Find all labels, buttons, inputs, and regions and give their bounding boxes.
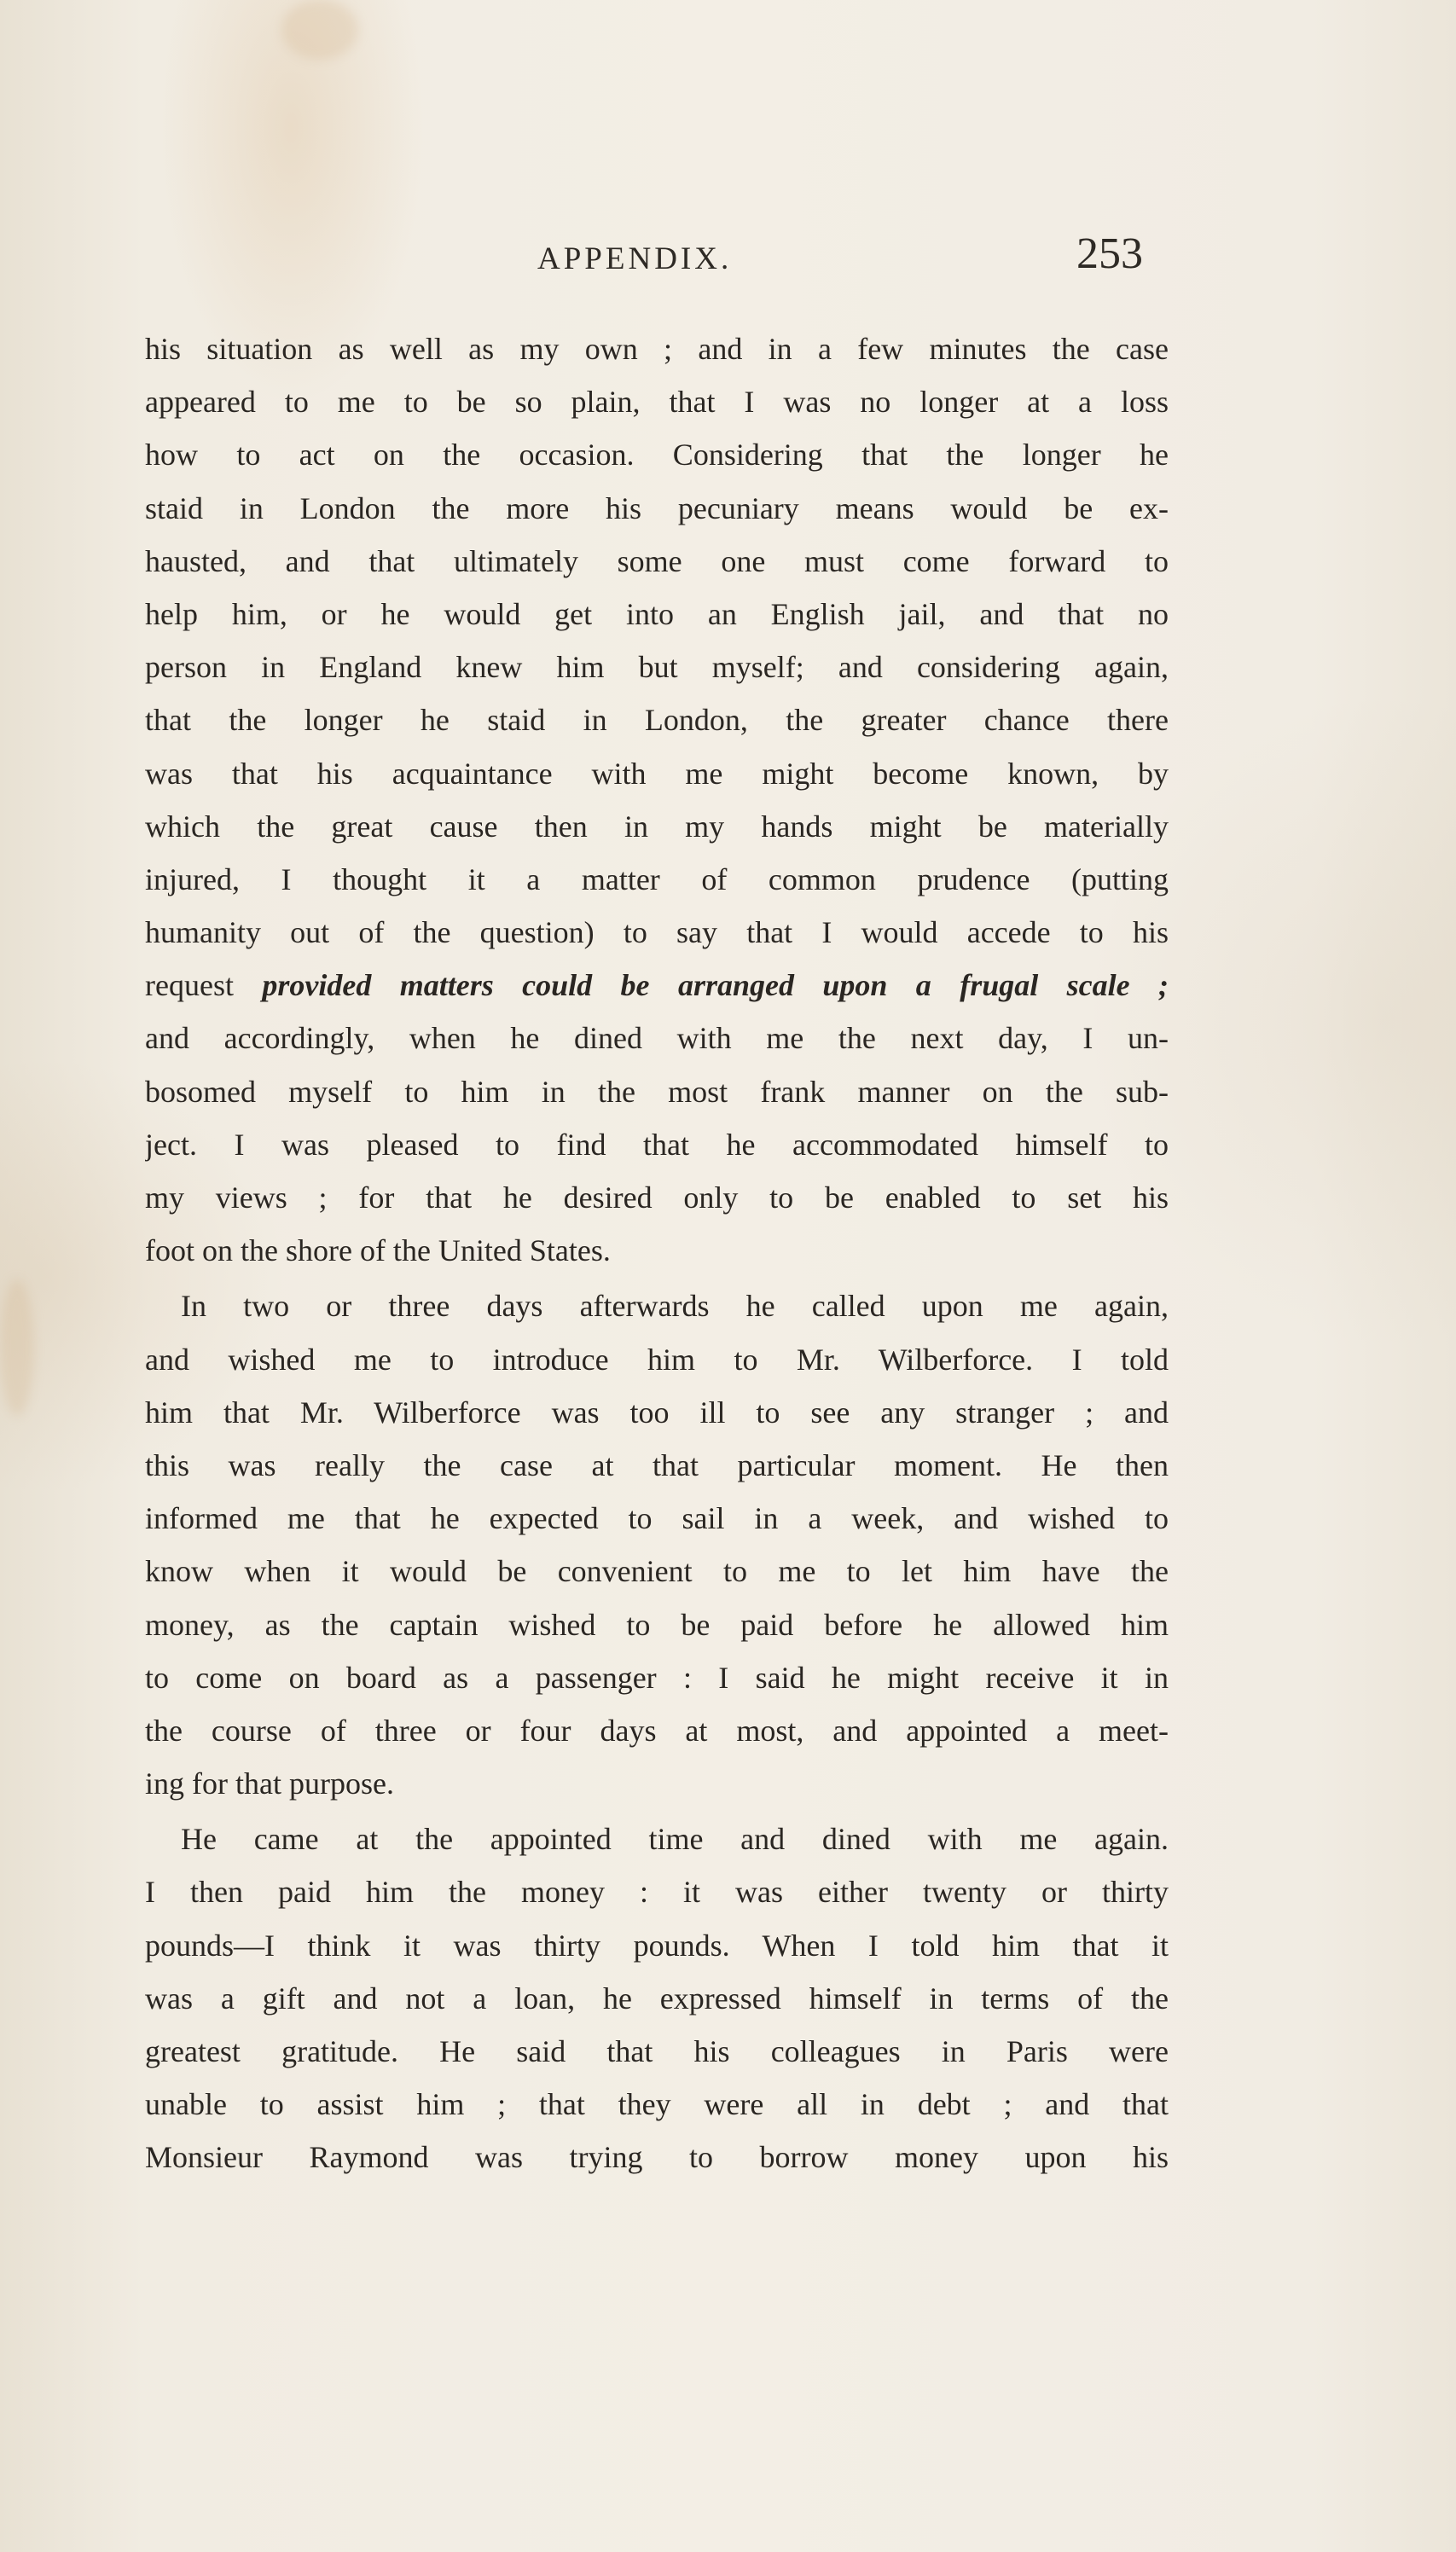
text-span: request	[145, 968, 263, 1003]
text-line: my views ; for that he desired only to be enabled to set his	[145, 1180, 1169, 1215]
text-line: hausted, and that ultimately some one must come forward to	[145, 543, 1169, 578]
text-line: help him, or he would get into an English jail, and that no	[145, 596, 1169, 631]
text-line: that the longer he staid in London, the greater chance there	[145, 703, 1169, 738]
text-line: was a gift and not a loan, he expressed himself in terms of the	[145, 1981, 1169, 2016]
text-line: In two or three days afterwards he called upon me again,	[181, 1289, 1169, 1324]
page-header	[145, 223, 1169, 292]
body-text	[145, 322, 1169, 2184]
text-line: unable to assist him ; that they were all in debt ; and that	[145, 2087, 1169, 2122]
paragraph-3	[145, 1812, 1169, 2184]
italic-emphasis: provided matters could be arranged upon a frugal scale ;	[262, 968, 1169, 1003]
text-line: and wished me to introduce him to Mr. Wilberforce. I told	[145, 1342, 1169, 1377]
text-line: I then paid him the money : it was either twenty or thirty	[145, 1875, 1169, 1910]
text-line: pounds—I think it was thirty pounds. When I told him that it	[145, 1928, 1169, 1963]
text-line: ing for that purpose.	[145, 1766, 394, 1801]
page-stain	[0, 1279, 34, 1416]
text-line: ject. I was pleased to find that he accommodated himself to	[145, 1127, 1169, 1162]
text-line: the course of three or four days at most, and appointed a meet-	[145, 1713, 1169, 1748]
text-line: person in England knew him but myself; and considering again,	[145, 650, 1169, 685]
text-line: was that his acquaintance with me might become known, by	[145, 756, 1169, 791]
text-line: injured, I thought it a matter of common prudence (putting	[145, 861, 1169, 896]
text-line-with-italic	[145, 959, 1169, 1012]
text-line: which the great cause then in my hands might be materially	[145, 809, 1169, 844]
text-line: and accordingly, when he dined with me the next day, I un-	[145, 1021, 1169, 1056]
page-number: 253	[1076, 229, 1143, 278]
running-head: APPENDIX.	[537, 241, 733, 276]
text-line: know when it would be convenient to me to let him have the	[145, 1554, 1169, 1589]
text-line: humanity out of the question) to say that I would accede to his	[145, 915, 1169, 950]
text-line: informed me that he expected to sail in a week, and wished to	[145, 1501, 1169, 1536]
paragraph-2	[145, 1279, 1169, 1810]
text-line: staid in London the more his pecuniary means would be ex-	[145, 490, 1169, 525]
text-line: him that Mr. Wilberforce was too ill to see any stranger ; and	[145, 1395, 1169, 1430]
text-line: bosomed myself to him in the most frank manner on the sub-	[145, 1074, 1169, 1109]
text-line: Monsieur Raymond was trying to borrow money upon his	[145, 2140, 1169, 2175]
text-line: foot on the shore of the United States.	[145, 1233, 611, 1268]
text-line: how to act on the occasion. Considering that the longer he	[145, 438, 1169, 473]
text-line: greatest gratitude. He said that his colleagues in Paris were	[145, 2034, 1169, 2068]
text-line: money, as the captain wished to be paid before he allowed him	[145, 1607, 1169, 1642]
text-line: his situation as well as my own ; and in a few minutes the case	[145, 332, 1169, 366]
text-line: He came at the appointed time and dined with me again.	[181, 1822, 1169, 1857]
page-stain	[281, 0, 358, 60]
paragraph-1	[145, 322, 1169, 1277]
text-line: appeared to me to be so plain, that I was no longer at a loss	[145, 385, 1169, 420]
text-line: to come on board as a passenger : I said he might receive it in	[145, 1660, 1169, 1695]
text-line: this was really the case at that particular moment. He then	[145, 1447, 1169, 1482]
